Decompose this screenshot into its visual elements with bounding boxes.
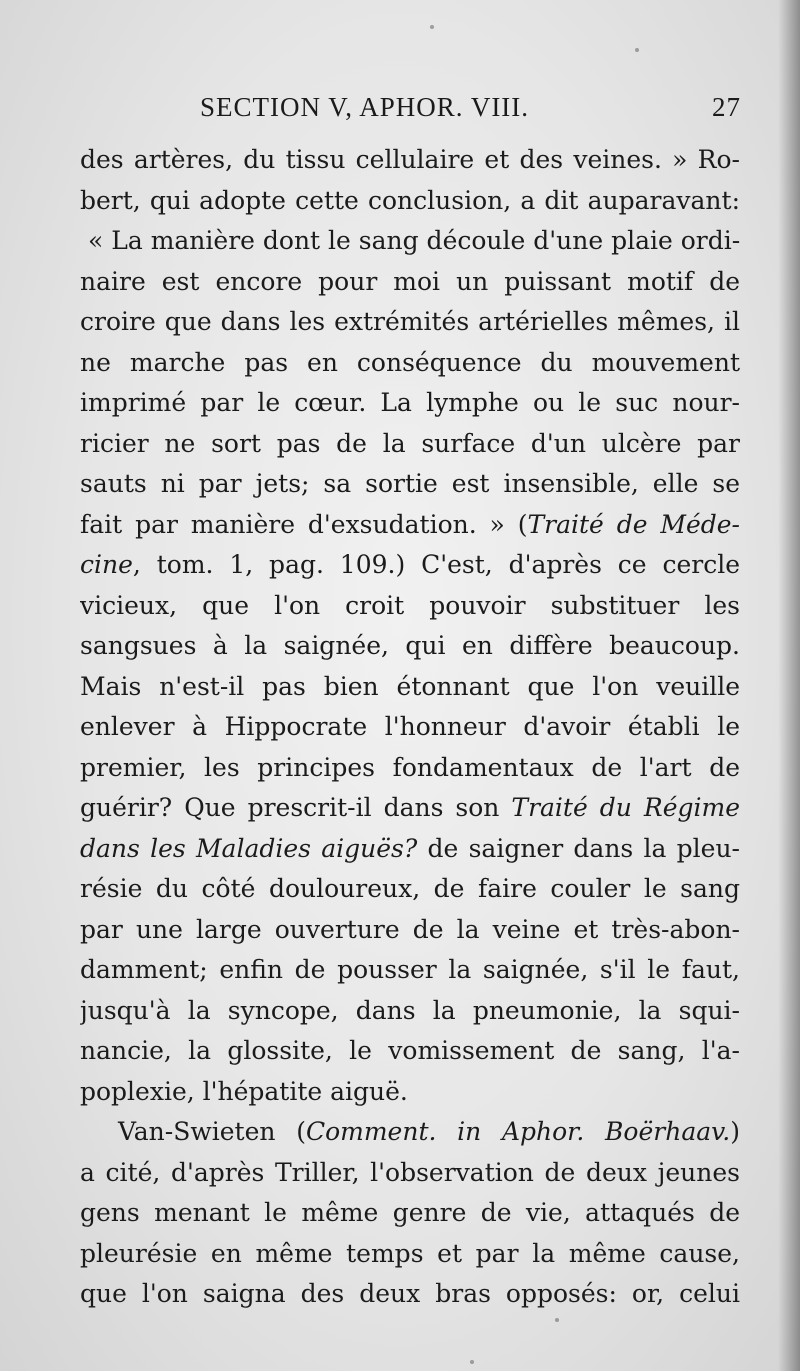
text-line: a cité, d'après Triller, l'observation de deux jeunes bbox=[80, 1157, 740, 1187]
ink-speck bbox=[635, 48, 639, 52]
text-line: nancie, la glossite, le vomissement de sang, l'a- bbox=[80, 1036, 740, 1065]
text-line: sauts ni par jets; sa sortie est insensible, elle se bbox=[80, 469, 740, 498]
page-number: 27 bbox=[712, 92, 741, 122]
text-line: croire que dans les extrémités artérielles mêmes, il bbox=[80, 307, 740, 336]
ink-speck bbox=[430, 25, 434, 29]
italic-title: Traité de Méde- bbox=[527, 509, 740, 539]
body-text bbox=[80, 140, 740, 1315]
text-line: vicieux, que l'on croit pouvoir substituer les bbox=[80, 590, 740, 620]
page-header bbox=[200, 92, 745, 132]
text-line: damment; enfin de pousser la saignée, s'il le faut, bbox=[80, 955, 740, 984]
text-line: jusqu'à la syncope, dans la pneumonie, la squi- bbox=[80, 995, 740, 1025]
text-line: Mais n'est-il pas bien étonnant que l'on veuille bbox=[80, 671, 740, 701]
text-line: des artères, du tissu cellulaire et des veines. » Ro- bbox=[80, 145, 740, 174]
text-line: ricier ne sort pas de la surface d'un ulcère par bbox=[80, 428, 740, 458]
italic-title: cine bbox=[80, 550, 133, 579]
italic-title: Comment. in Aphor. Boërhaav. bbox=[305, 1117, 731, 1146]
italic-title: Traité du Régime bbox=[511, 793, 740, 822]
text-line: « La manière dont le sang découle d'une plaie ordi- bbox=[88, 226, 740, 255]
text-line: résie du côté douloureux, de faire couler le sang bbox=[80, 874, 740, 903]
text-line: poplexie, l'hépatite aiguë. bbox=[80, 1076, 408, 1106]
text-line: que l'on saigna des deux bras opposés: or, celui bbox=[80, 1279, 740, 1308]
running-head: SECTION V, APHOR. VIII. bbox=[200, 92, 530, 122]
text-line: Van-Swieten (Comment. in Aphor. Boërhaav.) bbox=[118, 1117, 740, 1146]
text-line: enlever à Hippocrate l'honneur d'avoir établi le bbox=[80, 712, 740, 741]
italic-title: dans les Maladies aiguës? bbox=[80, 833, 418, 863]
text-line: naire est encore pour moi un puissant motif de bbox=[80, 266, 740, 296]
text-line: bert, qui adopte cette conclusion, a dit auparavant: bbox=[80, 185, 740, 215]
text-line: cine, tom. 1, pag. 109.) C'est, d'après ce cercle bbox=[80, 550, 740, 579]
ink-speck bbox=[470, 1360, 474, 1364]
text-line: fait par manière d'exsudation. » (Traité de Méde- bbox=[80, 509, 740, 539]
ink-speck bbox=[555, 1318, 559, 1322]
text-line: dans les Maladies aiguës? de saigner dans la pleu- bbox=[80, 833, 740, 863]
text-line: par une large ouverture de la veine et très-abon- bbox=[80, 914, 740, 944]
text-line: sangsues à la saignée, qui en diffère beaucoup. bbox=[80, 631, 740, 660]
text-line: imprimé par le cœur. La lymphe ou le suc nour- bbox=[80, 388, 740, 417]
text-line: premier, les principes fondamentaux de l'art de bbox=[80, 752, 740, 782]
text-line: guérir? Que prescrit-il dans son Traité du Régime bbox=[80, 793, 740, 822]
text-line: ne marche pas en conséquence du mouvement bbox=[80, 347, 740, 377]
text-line: gens menant le même genre de vie, attaqués de bbox=[80, 1198, 740, 1227]
text-line: pleurésie en même temps et par la même cause, bbox=[80, 1238, 740, 1268]
page-edge-shadow bbox=[778, 0, 800, 1371]
